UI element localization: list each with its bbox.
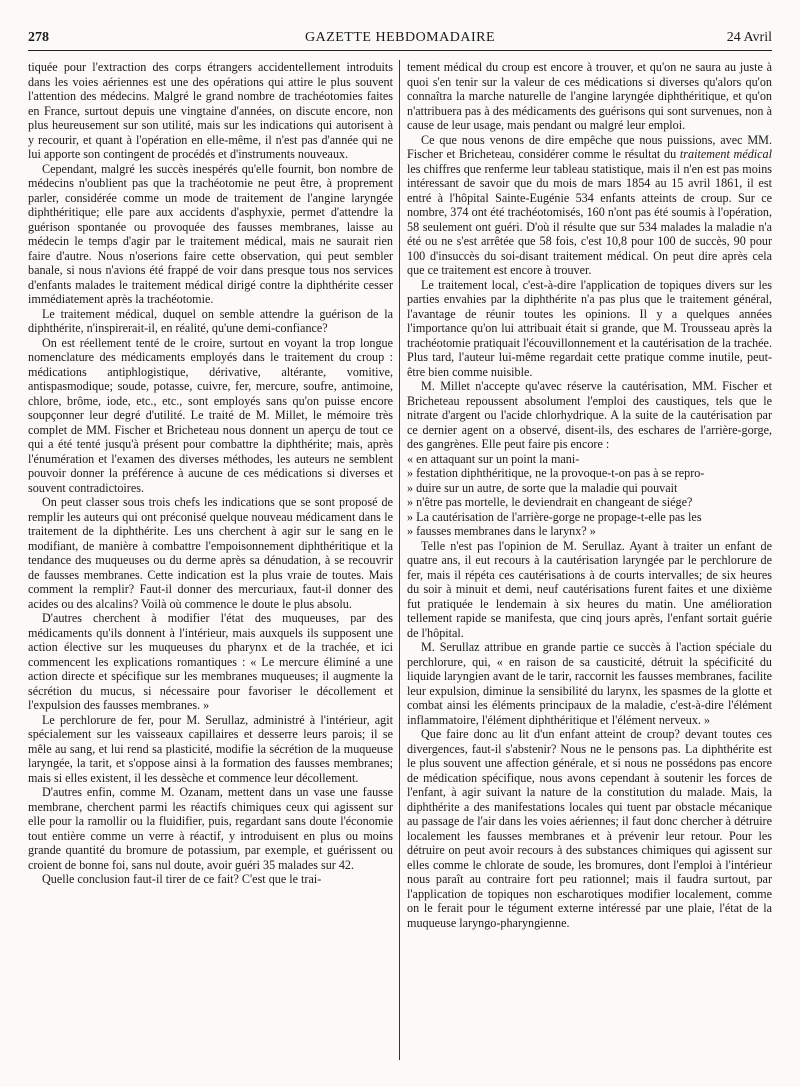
- quote-line: » festation diphthéritique, ne la provoque-t-on pas à se repro-: [407, 466, 705, 480]
- page-number: 278: [28, 30, 49, 45]
- italic-phrase: traitement médical: [679, 147, 772, 161]
- paragraph: Le perchlorure de fer, pour M. Serullaz, administré à l'intérieur, agit spécialement sur les vaisseaux capillaires et desserre leurs parois; il se mêle au sang, et lui rend sa plasticité, modifie la sécrétion de la muqueuse laryngée, la tarit, et s'oppose ainsi à la formation des fausses membranes; mais si elles existent, il les dessèche et commence leur décollement.: [28, 712, 393, 785]
- paragraph: Telle n'est pas l'opinion de M. Serullaz. Ayant à traiter un enfant de quatre ans, il eut recours à la cautérisation laryngée par le perchlorure de fer, mais il répéta ces cautérisations à de courts intervalles; de six heures du soir à minuit et demi, neuf cautérisations furent faites et une dixième fut pratiquée le lendemain à six heures du matin. Une amélioration tellement rapide se manifesta, que cinq jours après, l'enfant sortait guérie de l'hôpital.: [407, 538, 772, 640]
- right-column: [407, 60, 772, 1060]
- paragraph: Quelle conclusion faut-il tirer de ce fait? C'est que le trai-: [42, 872, 322, 886]
- journal-title: GAZETTE HEBDOMADAIRE: [304, 30, 496, 45]
- paragraph: Ce que nous venons de dire empêche que nous puissions, avec MM. Fischer et Bricheteau, considérer comme le résultat du traitement médical les chiffres que renferme leur tableau statistique, mais il n'en est pas moins intéressant de savoir que du mois de mars 1854 au 15 avril 1861, il est entré à l'hôpital Sainte-Eugénie 534 enfants atteints de croup. Sur ce nombre, 374 ont été trachéotomisés, 160 n'ont pas été soumis à l'opération, 58 seulement ont guéri. D'où il résulte que sur 534 malades la maladie n'a été ou ne s'est arrêtée que 58 fois, c'est 10,8 pour 100 de succès, 90 pour 100 d'insuccès du soi-disant traitement médical. On peut dire après cela que ce traitement est encore à trouver.: [407, 132, 772, 277]
- paragraph: D'autres enfin, comme M. Ozanam, mettent dans un vase une fausse membrane, cherchent parmi les réactifs chimiques ceux qui agissent sur elle pour la ramollir ou la fluidifier, puis, regardant sans doute l'économie tout entière comme un verre à réactif, y introduisent en plus ou moins grande quantité du bromure de potassium, par exemple, et guérissent ou croient de bonne foi, sans nul doute, avoir guéri 35 malades sur 42.: [28, 785, 393, 872]
- quote-line: « en attaquant sur un point la mani-: [407, 451, 580, 466]
- quote-line: » La cautérisation de l'arrière-gorge ne propage-t-elle pas les: [407, 509, 702, 524]
- paragraph: Le traitement local, c'est-à-dire l'application de topiques divers sur les parties envahies par la diphthérite n'a pas plus que le traitement général, l'avantage de réunir toutes les opinions. Il y a quelques années l'importance qu'on lui attribuait était si grande, que M. Trousseau après la trachéotomie pratiquait l'écouvillonnement et la cautérisation de la trachée. Plus tard, l'auteur lui-même regardait cette pratique comme inutile, peut-être bien comme nuisible.: [407, 277, 772, 379]
- header-rule: [28, 50, 772, 51]
- paragraph: M. Millet n'accepte qu'avec réserve la cautérisation, MM. Fischer et Bricheteau repoussent absolument l'emploi des caustiques, tels que le nitrate d'argent ou l'acide chlorhydrique. A la suite de la cautérisation par ce dernier agent on a observé, disent-ils, des eschares de l'arrière-gorge, des gangrènes. Elle peut faire pis encore :: [407, 379, 772, 451]
- paragraph: Le traitement médical, duquel on semble attendre la guérison de la diphthérite, n'inspirerait-il, en réalité, qu'une demi-confiance?: [28, 306, 393, 335]
- paragraph: Que faire donc au lit d'un enfant atteint de croup? devant toutes ces divergences, faut-il s'abstenir? Nous ne le pensons pas. La diphthérite est le plus souvent une affection générale, et si nous ne possédons pas encore de médication spécifique, nous avons cependant à soutenir les forces de l'enfant, à agir suivant la nature de la constitution du malade. Mais, la diphthérite a des manifestations locales qui tuent par obstacle mécanique au passage de l'air dans les voies aériennes; il faut donc chercher à détruire localement les fausses membranes et à prévenir leur retour. Pour les détruire on peut avoir recours à des substances chimiques qui agissent sur elles comme le chlorate de soude, les bromures, dont l'emploi à l'intérieur nous paraît au contraire fort peu rationnel; mais il faudra surtout, par l'application de topiques non escharotiques modifier localement, comme on le ferait pour le tégument externe intéressé par une plaie, l'état de la muqueuse laryngo-pharyngienne.: [407, 727, 772, 930]
- paragraph: tement médical du croup est encore à trouver, et qu'on ne saura au juste à quoi s'en tenir sur la valeur de ces médications si diverses qu'alors qu'on connaîtra la marche naturelle de l'angine laryngée diphthéritique, et qu'on n'attribuera pas à des médicaments des guérisons qui sont survenues, non à cause de leur usage, mais pendant ou malgré leur emploi.: [407, 60, 772, 132]
- paragraph: On peut classer sous trois chefs les indications que se sont proposé de remplir les auteurs qui ont préconisé quelque nouveau médicament dans le traitement de la diphthérite. Les uns cherchent à agir sur le sang en le modifiant, de manière à combattre l'empoisonnement diphthéritique et la tendance des muqueuses ou du derme après sa dénudation, à se recouvrir de fausses membranes. Cette indication est la plus vraie de toutes. Mais comment la remplir? Faut-il donner des mercuriaux, faut-il donner des acides ou des alcalins? Voilà où commence le doute le plus absolu.: [28, 495, 393, 611]
- issue-date: 24 Avril: [726, 30, 772, 45]
- column-divider: [399, 60, 400, 1060]
- quote-line: » fausses membranes dans le larynx? »: [407, 524, 596, 538]
- quote-line: » duire sur un autre, de sorte que la maladie qui pouvait: [407, 480, 678, 495]
- left-column: [28, 60, 393, 1060]
- paragraph: D'autres cherchent à modifier l'état des muqueuses, par des médicaments qu'ils donnent à l'intérieur, mais auxquels ils supposent une action élective sur les muqueuses du pharynx et de la trachée, et ici commencent les explications romantiques : « Le mercure éliminé a une action directe et spécifique sur les membranes muqueuses; il augmente la sécrétion du mucus, si nécessaire pour favoriser le décollement et l'expulsion des fausses membranes. »: [28, 611, 393, 712]
- paragraph: Cependant, malgré les succès inespérés qu'elle fournit, bon nombre de médecins n'oublient pas que la trachéotomie ne peut être, à proprement parler, considérée comme un mode de traitement de l'angine laryngée diphthéritique; elle pare aux accidents d'asphyxie, permet d'attendre la guérison spontanée ou provoquée des fausses membranes, laisse au médecin le temps d'agir par le traitement médical, mais ne saurait rien faire d'autre. Nous n'oserions faire cette observation, qui peut sembler banale, si nous n'avions été frappé de voir dans presque tous nos services d'enfants malades le traitement médical dirigé contre la diphthérite cesser immédiatement après la trachéotomie.: [28, 161, 393, 306]
- quote-line: » n'être pas mortelle, le deviendrait en changeant de siége?: [407, 495, 693, 509]
- page-header: [28, 22, 772, 52]
- paragraph: M. Serullaz attribue en grande partie ce succès à l'action spéciale du perchlorure, qui, « en raison de sa causticité, détruit la spécificité du liquide laryngien avant de le tarir, raccornit les fausses membranes, facilite leur expulsion, diminue la sensibilité du larynx, les spasmes de la glotte et combat ainsi les éléments principaux de la maladie, c'est-à-dire l'élément inflammatoire, l'élément diphthéritique et l'élément nerveux. »: [407, 640, 772, 727]
- paragraph: tiquée pour l'extraction des corps étrangers accidentellement introduits dans les voies aériennes est une des opérations qui attire le plus souvent l'attention des médecins. Malgré le grand nombre de trachéotomies faites en France, surtout depuis une vingtaine d'années, on discute encore, non plus heureusement sur son utilité, mais sur les indications qui autorisent à y recourir, et quant à l'opération en elle-même, il n'est pas d'année qui ne lui apporte son contingent de procédés et d'instruments nouveaux.: [28, 60, 393, 161]
- paragraph: On est réellement tenté de le croire, surtout en voyant la trop longue nomenclature des médicaments employés dans le traitement du croup : médications antiphlogistique, dérivative, altérante, vomitive, antispasmodique; soude, potasse, cuivre, fer, mercure, soufre, antimoine, chlore, brôme, iode, etc., etc., sont employés sans qu'on puisse encore soupçonner leur degré d'utilité. Le traité de M. Millet, le mémoire très complet de MM. Fischer et Bricheteau nous donnent un aperçu de tout ce qui a été tenté jusqu'à présent pour combattre la diphthérite; mais, après l'énumération et l'examen des diverses méthodes, les auteurs ne semblent pouvoir donner la préférence à aucune de ces médications si diverses et souvent contradictoires.: [28, 335, 393, 495]
